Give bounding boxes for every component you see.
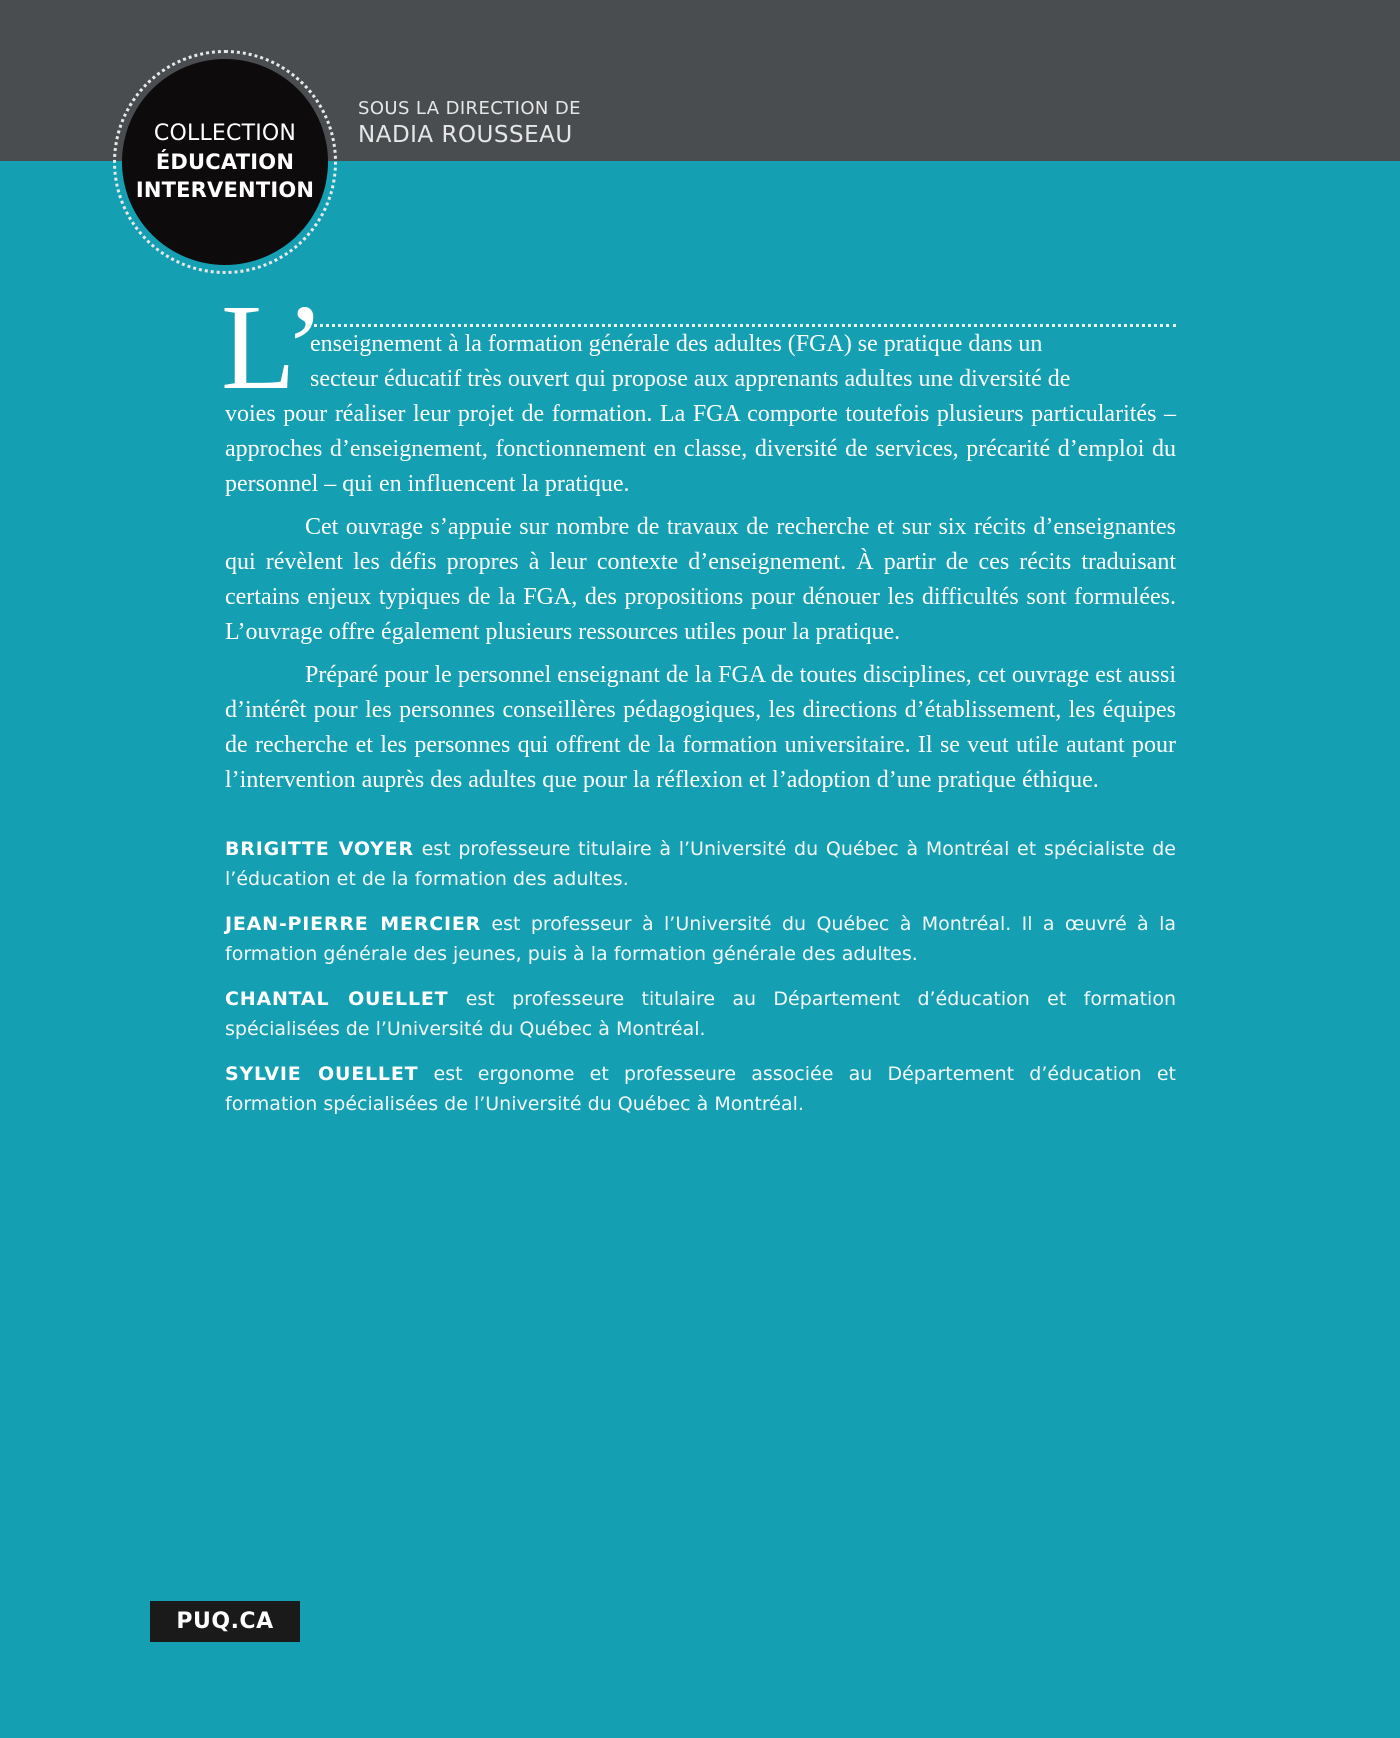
direction-label: SOUS LA DIRECTION DE — [358, 98, 581, 119]
bio-text: est professeure titulaire à l’Université du Québec à Montréal et spécialiste de l’éducation et de la formation des adultes. — [225, 838, 1176, 890]
publisher-url-badge[interactable]: PUQ.CA — [150, 1601, 300, 1642]
author-bios — [225, 834, 1176, 1119]
p1-line2: secteur éducatif très ouvert qui propose aux apprenants adultes une diversité de — [310, 366, 1071, 392]
bio-text: est professeure titulaire au Département d’éducation et formation spécialisées de l’Université du Québec à Montréal. — [225, 988, 1176, 1040]
bio-text: est ergonome et professeure associée au Département d’éducation et formation spécialisées de l’Université du Québec à Montréal. — [225, 1063, 1176, 1115]
bio-name: JEAN-PIERRE MERCIER — [225, 913, 482, 935]
bio-name: SYLVIE OUELLET — [225, 1063, 419, 1085]
collection-label: COLLECTION — [153, 121, 297, 146]
bio-item — [225, 834, 1176, 894]
bio-name: CHANTAL OUELLET — [225, 988, 449, 1010]
p1-line1: enseignement à la formation générale des adultes (FGA) se pratique dans un — [310, 331, 1043, 357]
editor-name: NADIA ROUSSEAU — [358, 122, 573, 148]
collection-badge — [122, 59, 328, 265]
editor-block — [358, 98, 581, 150]
bio-item — [225, 909, 1176, 969]
collection-series-line2: INTERVENTION — [135, 178, 315, 202]
dotted-rule — [307, 324, 1176, 349]
lead-paragraph — [221, 280, 1176, 502]
back-cover-text — [221, 280, 1176, 1134]
bio-text: est professeur à l’Université du Québec à Montréal. Il a œuvré à la formation générale des jeunes, puis à la formation générale des adultes. — [225, 913, 1176, 965]
bio-item — [225, 984, 1176, 1044]
p1-rest: voies pour réaliser leur projet de formation. La FGA comporte toutefois plusieurs particularités – approches d’enseignement, fonctionnement en classe, diversité de services, précarité d’emploi du personnel – qui en influencent la pratique. — [225, 401, 1176, 497]
paragraph-2: Cet ouvrage s’appuie sur nombre de travaux de recherche et sur six récits d’enseignantes qui révèlent les défis propres à leur contexte d’enseignement. À partir de ces récits traduisant certains enjeux typiques de la FGA, des propositions pour dénouer les difficultés sont formulées. L’ouvrage offre également plusieurs ressources utiles pour la pratique. — [225, 514, 1176, 645]
dropcap: L’ — [221, 280, 325, 415]
bio-name: BRIGITTE VOYER — [225, 838, 414, 860]
bio-item — [225, 1059, 1176, 1119]
paragraph-3: Préparé pour le personnel enseignant de la FGA de toutes disciplines, cet ouvrage est aussi d’intérêt pour les personnes conseillères pédagogiques, les directions d’établissement, les équipes de recherche et les personnes qui offrent de la formation universitaire. Il se veut utile autant pour l’intervention auprès des adultes que pour la réflexion et l’adoption d’une pratique éthique. — [225, 662, 1176, 793]
collection-series-line1: ÉDUCATION — [155, 150, 295, 174]
